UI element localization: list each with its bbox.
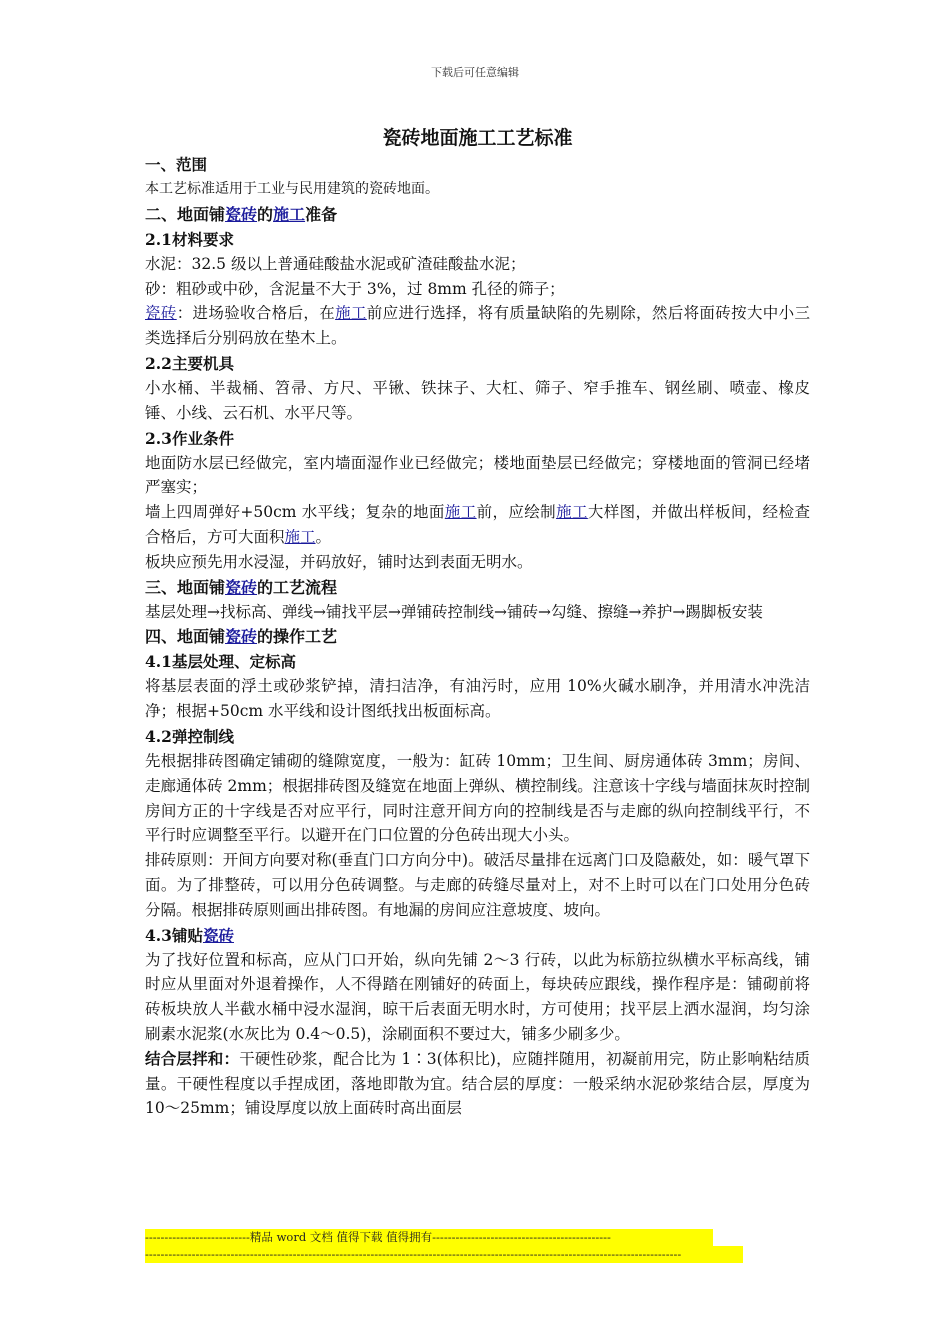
tile-link[interactable]: 瓷砖 (225, 204, 258, 224)
heading-text: 四、地面铺 (145, 627, 226, 647)
heading-text: 准备 (305, 204, 338, 224)
subsection-2-1-heading: 2.1材料要求 (145, 229, 234, 249)
tile-text-part: ：进场验收合格后，在 (176, 304, 336, 323)
tools-text: 小水桶、半裁桶、笤帚、方尺、平锹、铁抹子、大杠、筛子、窄手推车、钢丝刷、喷壶、橡皮锤、小线、云石机、水平尺等。 (145, 378, 810, 422)
footer-line-2: ------------------------------------------------------------------------------------------------------------------------------------------ (145, 1246, 743, 1263)
condition-2-part: 前，应绘制 (476, 503, 557, 522)
construction-link[interactable]: 施工 (284, 527, 316, 546)
base-treatment-text: 将基层表面的浮土或砂浆铲掉，清扫洁净，有油污时，应用 10%火碱水刷净，并用清水冲洗洁净；根据+50cm 水平线和设计图纸找出板面标高。 (145, 677, 810, 721)
condition-2-part: 大样图，并做出样板间，经检查合格后，方可大面积 (145, 503, 810, 546)
process-flow-text: 基层处理→找标高、弹线→铺找平层→弹铺砖控制线→铺砖→勾缝、擦缝→养护→踢脚板安装 (145, 602, 763, 621)
bonding-layer-text (145, 1047, 810, 1121)
cement-text: 水泥：32.5 级以上普通硅酸盐水泥或矿渣硅酸盐水泥； (145, 254, 526, 273)
heading-text: 4.3铺贴 (145, 925, 203, 945)
bonding-layer-label: 结合层拌和： (145, 1048, 240, 1068)
tile-text-part: 前应进行选择，将有质量缺陷的先剔除，然后将面砖按大中小三类选择后分别码放在垫木上。 (145, 304, 810, 348)
section-2-heading (145, 202, 810, 227)
construction-link[interactable]: 施工 (335, 304, 367, 323)
tile-link[interactable]: 瓷砖 (145, 304, 177, 323)
condition-2-text (145, 500, 810, 550)
condition-2-part: 墙上四周弹好+50cm 水平线；复杂的地面 (145, 503, 445, 522)
tile-link[interactable]: 瓷砖 (225, 627, 258, 647)
section-3-heading (145, 575, 810, 600)
construction-link[interactable]: 施工 (273, 204, 306, 224)
tiling-procedure-text: 为了找好位置和标高，应从门口开始，纵向先铺 2～3 行砖，以此为标筋拉纵横水平标高线，铺时应从里面对外退着操作，人不得踏在刚铺好的砖面上，每块砖应跟线，操作程序是：铺砌前将砖板块放人半截水桶中浸水湿润，晾干后表面无明水时，方可使用；找平层上洒水湿润，均匀涂刷素水泥浆(水灰比为 0.4～0.5)，涂刷面积不要过大，铺多少刷多少。 (145, 950, 810, 1043)
tile-link[interactable]: 瓷砖 (225, 577, 258, 597)
heading-text: 的操作工艺 (257, 627, 338, 647)
document-body (145, 124, 810, 1121)
section-1-text: 本工艺标准适用于工业与民用建筑的瓷砖地面。 (145, 181, 439, 197)
tile-text (145, 301, 810, 351)
condition-1-text: 地面防水层已经做完，室内墙面湿作业已经做完；楼地面垫层已经做完；穿楼地面的管洞已经堵严塞实； (145, 453, 810, 497)
document-title: 瓷砖地面施工工艺标准 (382, 127, 573, 149)
condition-3-text: 板块应预先用水浸湿，并码放好，铺时达到表面无明水。 (145, 552, 533, 571)
page-header-note: 下载后可任意编辑 (431, 66, 519, 79)
subsection-4-1-heading: 4.1基层处理、定标高 (145, 652, 296, 672)
section-4-heading (145, 624, 810, 649)
construction-link[interactable]: 施工 (444, 503, 477, 522)
heading-text: 的 (257, 204, 274, 224)
subsection-2-2-heading: 2.2主要机具 (145, 353, 234, 373)
section-1-heading: 一、范围 (145, 155, 208, 174)
subsection-2-3-heading: 2.3作业条件 (145, 428, 234, 448)
bonding-layer-body: 干硬性砂浆，配合比为 1∶3(体积比)，应随拌随用，初凝前用完，防止影响粘结质量。干硬性程度以手捏成团，落地即散为宜。结合层的厚度：一般采纳水泥砂浆结合层，厚度为 10～25mm；铺设厚度以放上面砖时高出面层 (145, 1049, 810, 1118)
heading-text: 二、地面铺 (145, 204, 226, 224)
condition-2-part: 。 (315, 527, 332, 546)
subsection-4-2-heading: 4.2弹控制线 (145, 726, 234, 746)
subsection-4-3-heading (145, 923, 810, 948)
footer-banner (145, 1229, 743, 1263)
construction-link[interactable]: 施工 (556, 503, 588, 522)
heading-text: 三、地面铺 (145, 577, 226, 597)
control-line-text: 先根据排砖图确定铺砌的缝隙宽度，一般为：缸砖 10mm；卫生间、厨房通体砖 3mm；房间、走廊通体砖 2mm；根据排砖图及缝宽在地面上弹纵、横控制线。注意该十字线与墙面抹灰时控制房间方正的十字线是否对应平行，同时注意开间方向的控制线是否与走廊的纵向控制线平行，不平行时应调整至平行。以避开在门口位置的分色砖出现大小头。 (145, 751, 810, 845)
sand-text: 砂：粗砂或中砂，含泥量不大于 3%，过 8mm 孔径的筛子； (145, 279, 565, 298)
heading-text: 的工艺流程 (257, 577, 338, 597)
footer-line-1: ---------------------------精品 word 文档 值得下载 值得拥有---------------------------------------------- (145, 1229, 713, 1246)
tile-layout-principle-text: 排砖原则：开间方向要对称(垂直门口方向分中)。破活尽量排在远离门口及隐蔽处，如：暖气罩下面。为了排整砖，可以用分色砖调整。与走廊的砖缝尽量对上，对不上时可以在门口处用分色砖分隔。根据排砖原则画出排砖图。有地漏的房间应注意坡度、坡向。 (145, 851, 810, 919)
tile-link[interactable]: 瓷砖 (202, 925, 234, 945)
